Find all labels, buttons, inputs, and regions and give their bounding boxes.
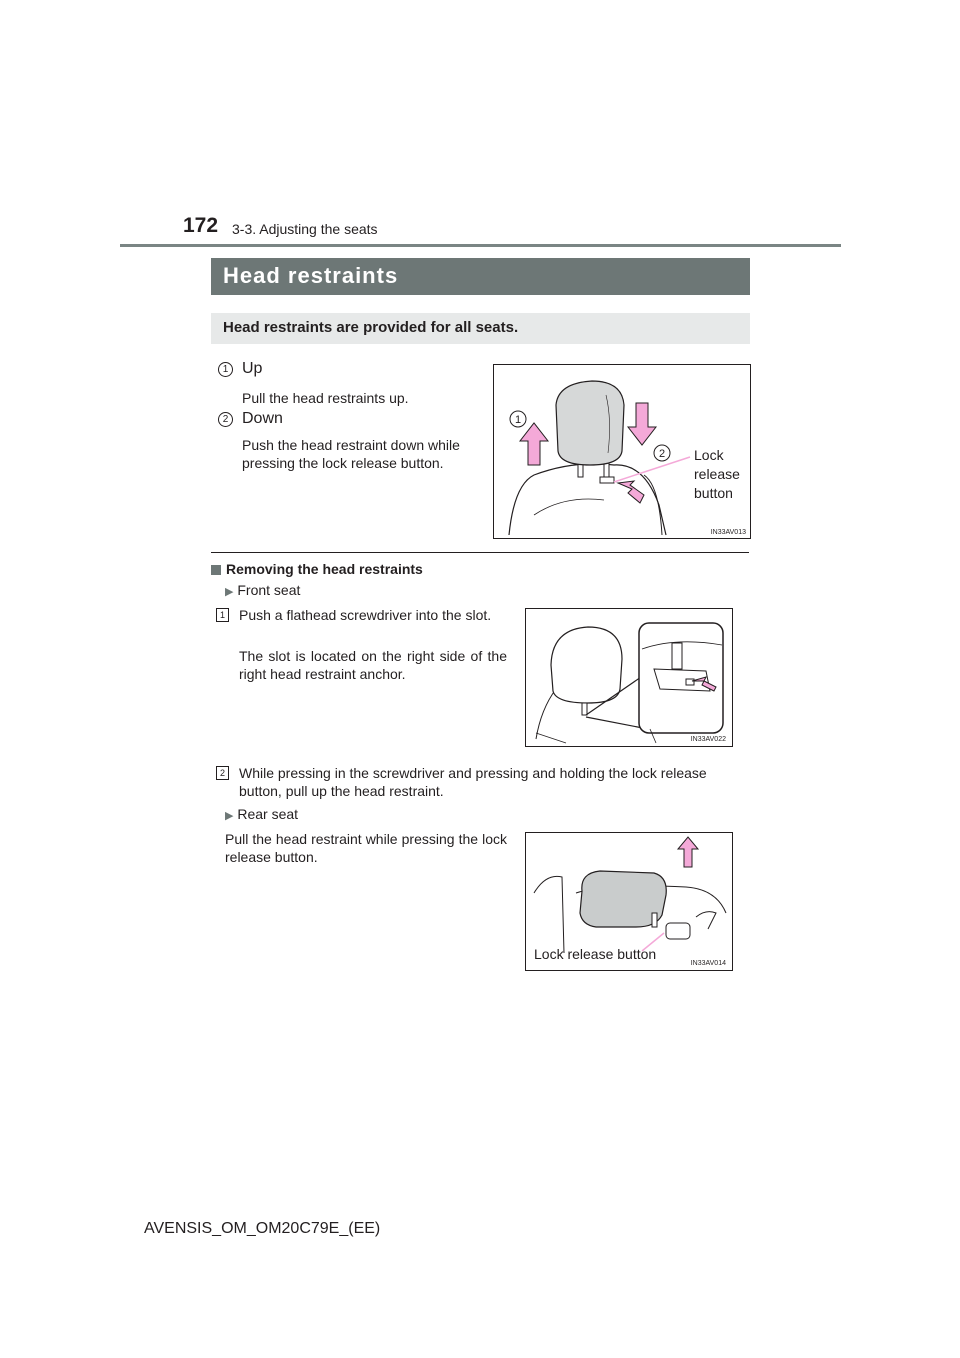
rear-seat-label-text: Rear seat: [237, 806, 299, 822]
figure-rear-seat-removal: [525, 832, 733, 971]
rear-seat-illustration: [526, 833, 732, 970]
figure2-code: IN33AV022: [690, 736, 726, 743]
removing-heading: [211, 561, 423, 577]
figure-head-restraint-adjust: [493, 364, 751, 539]
figure1-lock-label-1: Lock: [694, 447, 724, 463]
front-step2-text: While pressing in the screwdriver and pressing and holding the lock release button, pull up the head restraint.: [239, 765, 707, 799]
figure1-lock-label-3: button: [694, 485, 733, 501]
headrest-illustration: [494, 365, 750, 538]
intro-bar: [211, 313, 750, 344]
front-seat-illustration: [526, 609, 732, 746]
front-seat-label: [225, 581, 300, 601]
step-number-1: 1: [216, 608, 229, 622]
figure3-lock-label: Lock release button: [534, 946, 657, 962]
front-step1-note: The slot is located on the right side of the right head restraint anchor.: [239, 648, 507, 682]
rear-seat-text: Pull the head restraint while pressing the lock release button.: [225, 831, 507, 865]
header-rule: [120, 244, 841, 247]
figure1-callout-2: 2: [658, 448, 666, 460]
figure1-code: IN33AV013: [710, 529, 746, 536]
removing-heading-text: Removing the head restraints: [226, 561, 423, 577]
step-number-2: 2: [216, 766, 229, 780]
intro-text: Head restraints are provided for all seats.: [223, 319, 519, 336]
section-rule: [211, 552, 749, 553]
front-step1-text: Push a flathead screwdriver into the slot.: [239, 607, 492, 623]
figure3-code: IN33AV014: [690, 960, 726, 967]
triangle-bullet-icon: ▶: [225, 810, 234, 822]
front-seat-label-text: Front seat: [237, 582, 301, 598]
rear-seat-label: [225, 805, 298, 825]
title-bar: [211, 258, 750, 295]
item-label-up: Up: [242, 360, 263, 377]
figure1-lock-label-2: release: [694, 466, 740, 482]
heading-square-icon: [211, 565, 221, 575]
item-number-2: 2: [218, 412, 233, 427]
figure-front-seat-removal: [525, 608, 733, 747]
triangle-bullet-icon: ▶: [225, 586, 234, 598]
item-desc-up: Pull the head restraints up.: [242, 390, 409, 406]
page-title: Head restraints: [223, 263, 399, 288]
item-number-1: 1: [218, 362, 233, 377]
page-number: 172: [183, 214, 219, 237]
footer-doc-id: AVENSIS_OM_OM20C79E_(EE): [144, 1220, 381, 1237]
section-label: 3-3. Adjusting the seats: [232, 221, 378, 237]
item-desc-down: Push the head restraint down while pressing the lock release button.: [242, 437, 460, 471]
item-label-down: Down: [242, 410, 283, 427]
figure1-callout-1: 1: [514, 414, 522, 426]
